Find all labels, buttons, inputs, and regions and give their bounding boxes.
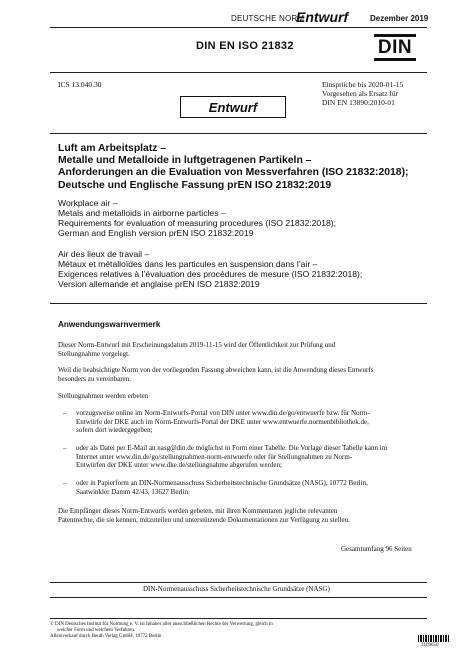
- barcode: [418, 635, 450, 642]
- warning-p2-line-2: besonders zu vereinbaren.: [58, 374, 131, 383]
- draft-box: Entwurf: [180, 96, 286, 118]
- header-date: Dezember 2019: [370, 14, 429, 23]
- ics-code: ICS 13.040.30: [58, 80, 102, 89]
- title-fr-line-1: Air des lieux de travail –: [58, 249, 150, 259]
- bullet-item-online: [76, 409, 370, 435]
- warning-paragraph-2: [58, 366, 373, 383]
- bullet-2-line-2: Internet unter www.din.de/go/stellungnahmen-norm-entwuerfe oder für Stellungnahmen zu Norm-: [76, 452, 353, 461]
- title-de-line-3: Anforderungen an die Evaluation von Messverfahren (ISO 21832:2018);: [58, 167, 409, 179]
- copyright-line-3: Alleinverkauf durch Beuth Verlag GmbH, 10772 Berlin: [50, 634, 162, 639]
- committee-rule-top: [50, 582, 427, 583]
- committee-rule-bottom: [50, 597, 427, 598]
- title-fr-line-2: Métaux et métalloïdes dans les particules en suspension dans l’air –: [58, 259, 318, 269]
- total-extent: Gesamtumfang 96 Seiten: [341, 545, 412, 553]
- footer-rule: [50, 618, 427, 619]
- warning-p2-line-1: Weil die beabsichtigte Norm von der vorliegenden Fassung abweichen kann, ist die Anwendung dieses Entwurfs: [58, 366, 374, 374]
- title-en-line-2: Metals and metalloids in airborne particles –: [58, 208, 226, 218]
- title-fr-line-4: Version allemande et anglaise prEN ISO 21832:2019: [58, 279, 260, 289]
- title-german: [58, 143, 428, 192]
- docnum-rule: [50, 72, 427, 73]
- warning-p4-line-1: Die Empfänger dieses Norm-Entwurfs werden gebeten, mit ihren Kommentaren jegliche relevanten: [58, 507, 338, 515]
- warning-paragraph-4: [58, 507, 350, 524]
- copyright-notice: [50, 622, 273, 640]
- title-fr-line-3: Exigences relatives à l’évaluation des procédures de mesure (ISO 21832:2018);: [58, 269, 363, 279]
- doc-number: DIN EN ISO 21832: [196, 40, 294, 52]
- bullet-3-line-1: oder in Papierform an DIN-Normenausschuss Sicherheitstechnische Grundsätze (NASG), 10772 Berlin,: [76, 479, 368, 487]
- warning-p4-line-2: Patentrechte, die sie kennen, mitzuteilen und unterstützende Dokumentationen zur Verfügung zu stellen.: [58, 515, 350, 524]
- warning-p1-line-1: Dieser Norm-Entwurf mit Erscheinungsdatum 2019-11-15 wird der Öffentlichkeit zur Prüfung und: [58, 341, 336, 349]
- copyright-line-2: welcher Form und welchem Verfahren.: [57, 628, 136, 633]
- warning-heading: Anwendungswarnvermerk: [58, 320, 161, 329]
- product-code: 3109650: [421, 643, 439, 648]
- title-en-line-1: Workplace air –: [58, 198, 118, 208]
- header-entwurf: Entwurf: [296, 9, 349, 25]
- warning-paragraph-1: [58, 341, 335, 358]
- title-rule: [50, 303, 427, 304]
- bullet-3-line-2: Saatwinkler Damm 42/43, 13627 Berlin.: [76, 487, 190, 496]
- bullet-1-line-2: Entwürfe der DKE auch im Norm-Entwurfs-Portal der DKE unter www.entwuerfe.normenbibliothek.de,: [76, 417, 369, 426]
- replacement-standard: DIN EN 13890:2010-01: [322, 98, 395, 107]
- bullet-1-line-1: vorzugsweise online im Norm-Entwurfs-Portal von DIN unter www.din.de/go/entwuerfe bzw. für Norm-: [76, 409, 370, 417]
- title-de-line-4: Deutsche und Englische Fassung prEN ISO 21832:2019: [58, 179, 332, 191]
- title-en-line-4: German and English version prEN ISO 21832:2019: [58, 228, 254, 238]
- committee-name: DIN-Normenausschuss Sicherheitstechnische Grundsätze (NASG): [143, 585, 330, 593]
- title-de-line-2: Metalle und Metalloide in luftgetragenen Partikeln –: [58, 155, 312, 167]
- bullet-2-line-3: Entwürfen der DKE unter www.dke.de/stellungnahme abgerufen werden;: [76, 461, 282, 470]
- warning-p1-line-2: Stellungnahme vorgelegt.: [58, 349, 130, 358]
- bullet-dash: –: [63, 479, 67, 487]
- bullet-item-paper: [76, 479, 368, 496]
- header-rule: [50, 27, 427, 28]
- warning-paragraph-3: Stellungnahmen werden erbeten: [58, 392, 149, 400]
- title-de-line-1: Luft am Arbeitsplatz –: [58, 143, 167, 154]
- din-logo-text: DIN: [377, 37, 413, 58]
- title-english: [58, 198, 428, 238]
- replacement-label: Vorgesehen als Ersatz für: [322, 89, 399, 98]
- din-logo: [374, 34, 416, 61]
- meta-rule: [50, 133, 427, 134]
- bullet-dash: –: [63, 409, 67, 417]
- bullet-2-line-1: oder als Datei per E-Mail an nasg@din.de möglichst in Form einer Tabelle. Die Vorlage dieser Tabelle kann im: [76, 444, 388, 452]
- title-en-line-3: Requirements for evaluation of measuring procedures (ISO 21832:2018);: [58, 218, 337, 228]
- norm-label: DEUTSCHE NORM: [231, 14, 305, 23]
- copyright-line-1: © DIN Deutsches Institut für Normung e. V. ist Inhaber aller ausschließlichen Rechte der Verwertung, gleich in: [50, 622, 273, 627]
- objection-date: Einsprüche bis 2020-01-15: [322, 80, 404, 89]
- title-french: [58, 249, 428, 289]
- bullet-1-line-3: sofern dort wiedergegeben;: [76, 426, 153, 435]
- bullet-dash: –: [63, 444, 67, 452]
- bullet-item-email: [76, 444, 387, 470]
